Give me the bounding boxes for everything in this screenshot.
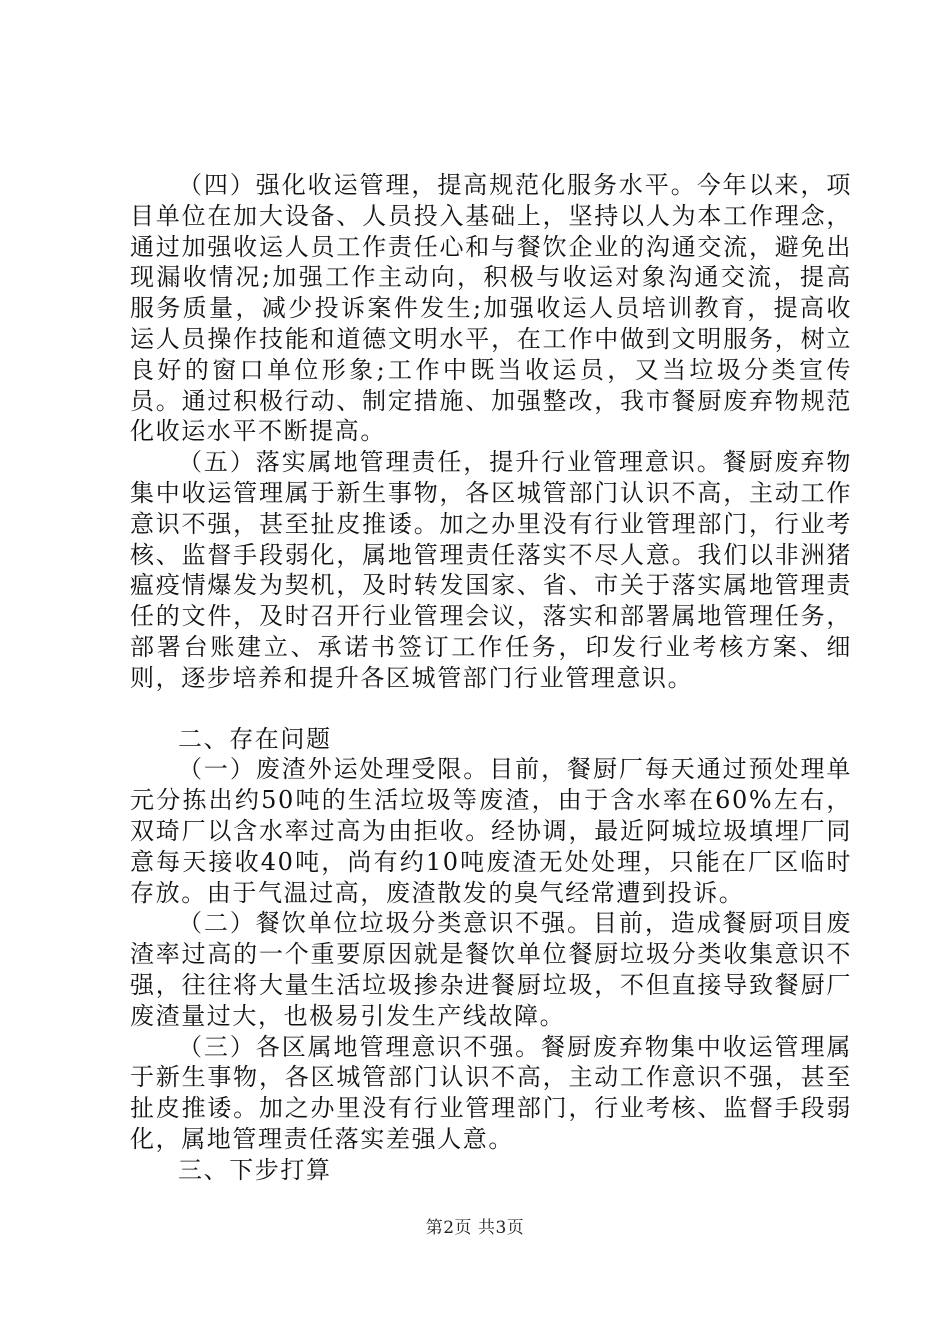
document-body	[130, 170, 852, 1186]
paragraph-problem-1: （一）废渣外运处理受限。目前，餐厨厂每天通过预处理单元分拣出约50吨的生活垃圾等废渣，由于含水率在60%左右，双琦厂以含水率过高为由拒收。经协调，最近阿城垃圾填埋厂同意每天接收40吨，尚有约10吨废渣无处处理，只能在厂区临时存放。由于气温过高，废渣散发的臭气经常遭到投诉。	[130, 755, 852, 907]
heading-existing-problems: 二、存在问题	[178, 724, 332, 753]
paragraph-problem-2: （二）餐饮单位垃圾分类意识不强。目前，造成餐厨项目废渣率过高的一个重要原因就是餐饮单位餐厨垃圾分类收集意识不强，往往将大量生活垃圾掺杂进餐厨垃圾，不但直接导致餐厨厂废渣量过大，也极易引发生产线故障。	[130, 909, 852, 1030]
paragraph-problem-3: （三）各区属地管理意识不强。餐厨废弃物集中收运管理属于新生事物，各区城管部门认识不高，主动工作意识不强，甚至扯皮推诿。加之办里没有行业管理部门，行业考核、监督手段弱化，属地管理责任落实差强人意。	[130, 1032, 852, 1153]
page-number-footer: 第2页 共3页	[425, 1218, 525, 1238]
heading-next-steps: 三、下步打算	[178, 1155, 332, 1184]
paragraph-section-1-4: （四）强化收运管理，提高规范化服务水平。今年以来，项目单位在加大设备、人员投入基础上，坚持以人为本工作理念，通过加强收运人员工作责任心和与餐饮企业的沟通交流，避免出现漏收情况;加强工作主动向，积极与收运对象沟通交流，提高服务质量，减少投诉案件发生;加强收运人员培训教育，提高收运人员操作技能和道德文明水平，在工作中做到文明服务，树立良好的窗口单位形象;工作中既当收运员，又当垃圾分类宣传员。通过积极行动、制定措施、加强整改，我市餐厨废弃物规范化收运水平不断提高。	[130, 171, 852, 446]
paragraph-section-1-5: （五）落实属地管理责任，提升行业管理意识。餐厨废弃物集中收运管理属于新生事物，各区城管部门认识不高，主动工作意识不强，甚至扯皮推诿。加之办里没有行业管理部门，行业考核、监督手段弱化，属地管理责任落实不尽人意。我们以非洲猪瘟疫情爆发为契机，及时转发国家、省、市关于落实属地管理责任的文件，及时召开行业管理会议，落实和部署属地管理任务，部署台账建立、承诺书签订工作任务，印发行业考核方案、细则，逐步培养和提升各区城管部门行业管理意识。	[130, 448, 852, 692]
